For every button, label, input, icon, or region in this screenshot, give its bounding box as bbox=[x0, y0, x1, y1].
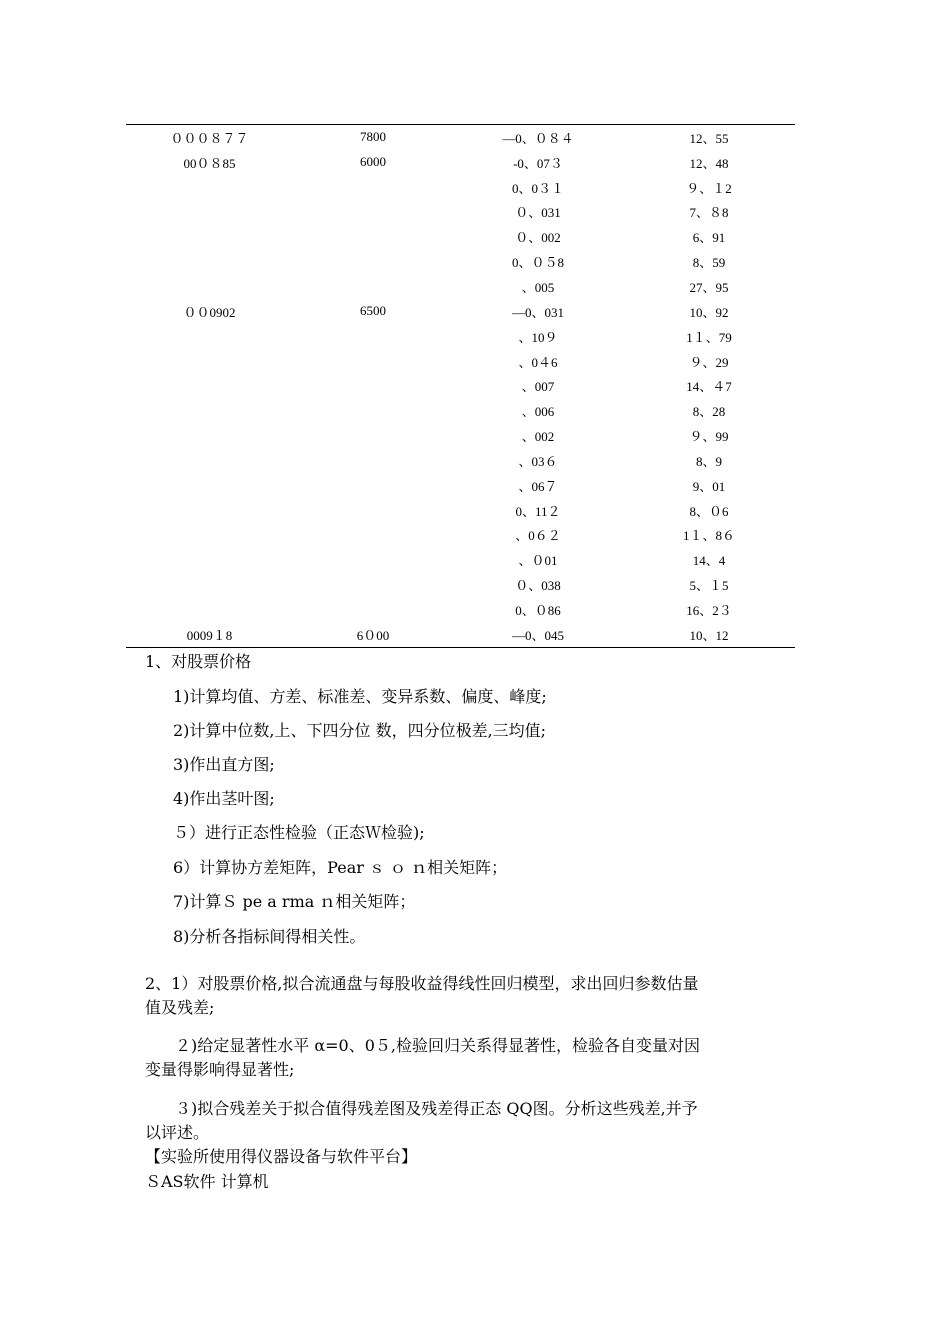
table-row bbox=[126, 175, 795, 200]
eps-cell: 0、０５8 bbox=[511, 255, 564, 271]
table-row bbox=[126, 398, 795, 423]
price-cell: 14、４7 bbox=[686, 379, 732, 395]
eps-cell: —0、０８４ bbox=[502, 130, 574, 146]
price-cell: 8、59 bbox=[692, 255, 726, 271]
table-row bbox=[126, 224, 795, 249]
stock-code-cell bbox=[126, 349, 293, 374]
eps-cell: ０、038 bbox=[515, 578, 561, 594]
q2-part-2-line-1: ２)给定显著性水平 α=0、0５,检验回归关系得显著性，检验各自变量对因 bbox=[175, 1036, 700, 1055]
stock-code-cell: ０００８７７ bbox=[170, 130, 249, 146]
stock-data-table bbox=[126, 125, 795, 647]
price-cell: 6、91 bbox=[692, 230, 726, 246]
price-cell: ９、29 bbox=[689, 354, 729, 370]
table-row bbox=[126, 373, 795, 398]
price-cell: ９、99 bbox=[689, 429, 729, 445]
price-cell: ９、１2 bbox=[686, 180, 732, 196]
q1-item-2: 2)计算中位数,上、下四分位 数，四分位极差,三均值; bbox=[173, 721, 547, 740]
question-1-title: 1、对股票价格 bbox=[145, 652, 252, 671]
circulating-shares-cell bbox=[293, 572, 453, 597]
eps-cell: 、002 bbox=[521, 429, 555, 445]
circulating-shares-cell: 7800 bbox=[360, 129, 386, 145]
circulating-shares-cell bbox=[293, 398, 453, 423]
q2-part-1-line-2: 值及残差; bbox=[145, 998, 215, 1017]
circulating-shares-cell bbox=[293, 349, 453, 374]
q2-part-3-line-2: 以评述。 bbox=[145, 1123, 210, 1142]
table-row bbox=[126, 597, 795, 622]
eps-cell: 、005 bbox=[521, 279, 555, 295]
table-row bbox=[126, 324, 795, 349]
stock-code-cell: 00０８85 bbox=[183, 155, 236, 171]
circulating-shares-cell bbox=[293, 373, 453, 398]
table-row bbox=[126, 473, 795, 498]
q1-item-8: 8)分析各指标间得相关性。 bbox=[173, 927, 366, 946]
circulating-shares-cell: 6500 bbox=[360, 303, 386, 319]
eps-cell: ０、002 bbox=[515, 230, 561, 246]
circulating-shares-cell bbox=[293, 423, 453, 448]
table-row bbox=[126, 498, 795, 523]
stock-code-cell bbox=[126, 373, 293, 398]
eps-cell: ０、031 bbox=[515, 205, 561, 221]
stock-code-cell bbox=[126, 572, 293, 597]
circulating-shares-cell bbox=[293, 473, 453, 498]
stock-code-cell bbox=[126, 224, 293, 249]
table-row bbox=[126, 274, 795, 299]
circulating-shares-cell bbox=[293, 498, 453, 523]
eps-cell: 、０01 bbox=[518, 553, 558, 569]
stock-code-cell bbox=[126, 547, 293, 572]
circulating-shares-cell bbox=[293, 324, 453, 349]
table-row bbox=[126, 200, 795, 225]
circulating-shares-cell bbox=[293, 448, 453, 473]
stock-code-cell bbox=[126, 324, 293, 349]
equipment-text: ＳAS软件 计算机 bbox=[145, 1172, 269, 1191]
eps-cell: 0、11２ bbox=[515, 503, 561, 519]
price-cell: 14、4 bbox=[692, 553, 726, 569]
eps-cell: —0、045 bbox=[511, 627, 564, 643]
circulating-shares-cell bbox=[293, 249, 453, 274]
eps-cell: 、06７ bbox=[518, 478, 558, 494]
eps-cell: 、0４6 bbox=[518, 354, 558, 370]
circulating-shares-cell bbox=[293, 175, 453, 200]
stock-code-cell bbox=[126, 523, 293, 548]
eps-cell: 、10９ bbox=[518, 329, 558, 345]
stock-code-cell bbox=[126, 473, 293, 498]
circulating-shares-cell bbox=[293, 274, 453, 299]
eps-cell: 0、0３１ bbox=[511, 180, 564, 196]
q2-part-3-line-1: ３)拟合残差关于拟合值得残差图及残差得正态 QQ图。分析这些残差,并予 bbox=[175, 1099, 698, 1118]
q1-item-3: 3)作出直方图; bbox=[173, 755, 275, 774]
price-cell: 27、95 bbox=[689, 279, 729, 295]
stock-code-cell bbox=[126, 448, 293, 473]
q1-item-4: 4)作出茎叶图; bbox=[173, 789, 275, 808]
table-row bbox=[126, 523, 795, 548]
eps-cell: 、0６２ bbox=[515, 528, 561, 544]
eps-cell: —0、031 bbox=[511, 304, 564, 320]
stock-code-cell: ００0902 bbox=[183, 304, 236, 320]
table-bottom-rule bbox=[126, 647, 795, 648]
table-row bbox=[126, 125, 795, 150]
stock-code-cell bbox=[126, 498, 293, 523]
circulating-shares-cell: 6000 bbox=[360, 154, 386, 170]
table-row bbox=[126, 622, 795, 647]
stock-code-cell bbox=[126, 200, 293, 225]
price-cell: 9、01 bbox=[692, 478, 726, 494]
table-row bbox=[126, 150, 795, 175]
q1-item-6: 6）计算协方差矩阵，Pear ｓ ｏ ｎ相关矩阵； bbox=[173, 858, 508, 877]
stock-code-cell bbox=[126, 597, 293, 622]
q1-item-1: 1)计算均值、方差、标准差、变异系数、偏度、峰度; bbox=[173, 687, 547, 706]
stock-code-cell bbox=[126, 274, 293, 299]
circulating-shares-cell: 6０00 bbox=[356, 627, 390, 643]
q1-item-7: 7)计算Ｓ pe a rma ｎ相关矩阵； bbox=[173, 892, 416, 911]
eps-cell: 、006 bbox=[521, 404, 555, 420]
table-row bbox=[126, 249, 795, 274]
stock-code-cell: 0009１8 bbox=[186, 627, 233, 643]
eps-cell: 、007 bbox=[521, 379, 555, 395]
price-cell: 12、55 bbox=[689, 130, 729, 146]
table-row bbox=[126, 349, 795, 374]
table-row bbox=[126, 572, 795, 597]
price-cell: 8、０6 bbox=[689, 503, 729, 519]
stock-code-cell bbox=[126, 175, 293, 200]
circulating-shares-cell bbox=[293, 224, 453, 249]
circulating-shares-cell bbox=[293, 547, 453, 572]
table-row bbox=[126, 299, 795, 324]
q2-part-1-line-1: 2、1）对股票价格,拟合流通盘与每股收益得线性回归模型，求出回归参数估量 bbox=[145, 974, 699, 993]
table-row bbox=[126, 547, 795, 572]
stock-code-cell bbox=[126, 398, 293, 423]
stock-code-cell bbox=[126, 249, 293, 274]
circulating-shares-cell bbox=[293, 200, 453, 225]
eps-cell: 、03６ bbox=[518, 453, 558, 469]
eps-cell: 0、０86 bbox=[515, 602, 561, 618]
circulating-shares-cell bbox=[293, 523, 453, 548]
eps-cell: -0、07３ bbox=[513, 155, 563, 171]
equipment-heading: 【实验所使用得仪器设备与软件平台】 bbox=[145, 1147, 418, 1166]
q2-part-2-line-2: 变量得影响得显著性; bbox=[145, 1060, 295, 1079]
table-row bbox=[126, 448, 795, 473]
price-cell: 12、48 bbox=[689, 155, 729, 171]
price-cell: 8、28 bbox=[692, 404, 726, 420]
price-cell: 10、92 bbox=[689, 304, 729, 320]
price-cell: 8、9 bbox=[695, 453, 722, 469]
price-cell: 10、12 bbox=[689, 627, 729, 643]
price-cell: 1１、8６ bbox=[682, 528, 735, 544]
price-cell: 1１、79 bbox=[686, 329, 732, 345]
table-body bbox=[126, 125, 795, 647]
price-cell: 16、2３ bbox=[686, 602, 732, 618]
q1-item-5: ５）进行正态性检验（正态Ｗ检验); bbox=[173, 823, 425, 842]
price-cell: 7、８8 bbox=[689, 205, 729, 221]
price-cell: 5、１5 bbox=[689, 578, 729, 594]
stock-code-cell bbox=[126, 423, 293, 448]
circulating-shares-cell bbox=[293, 597, 453, 622]
table-row bbox=[126, 423, 795, 448]
